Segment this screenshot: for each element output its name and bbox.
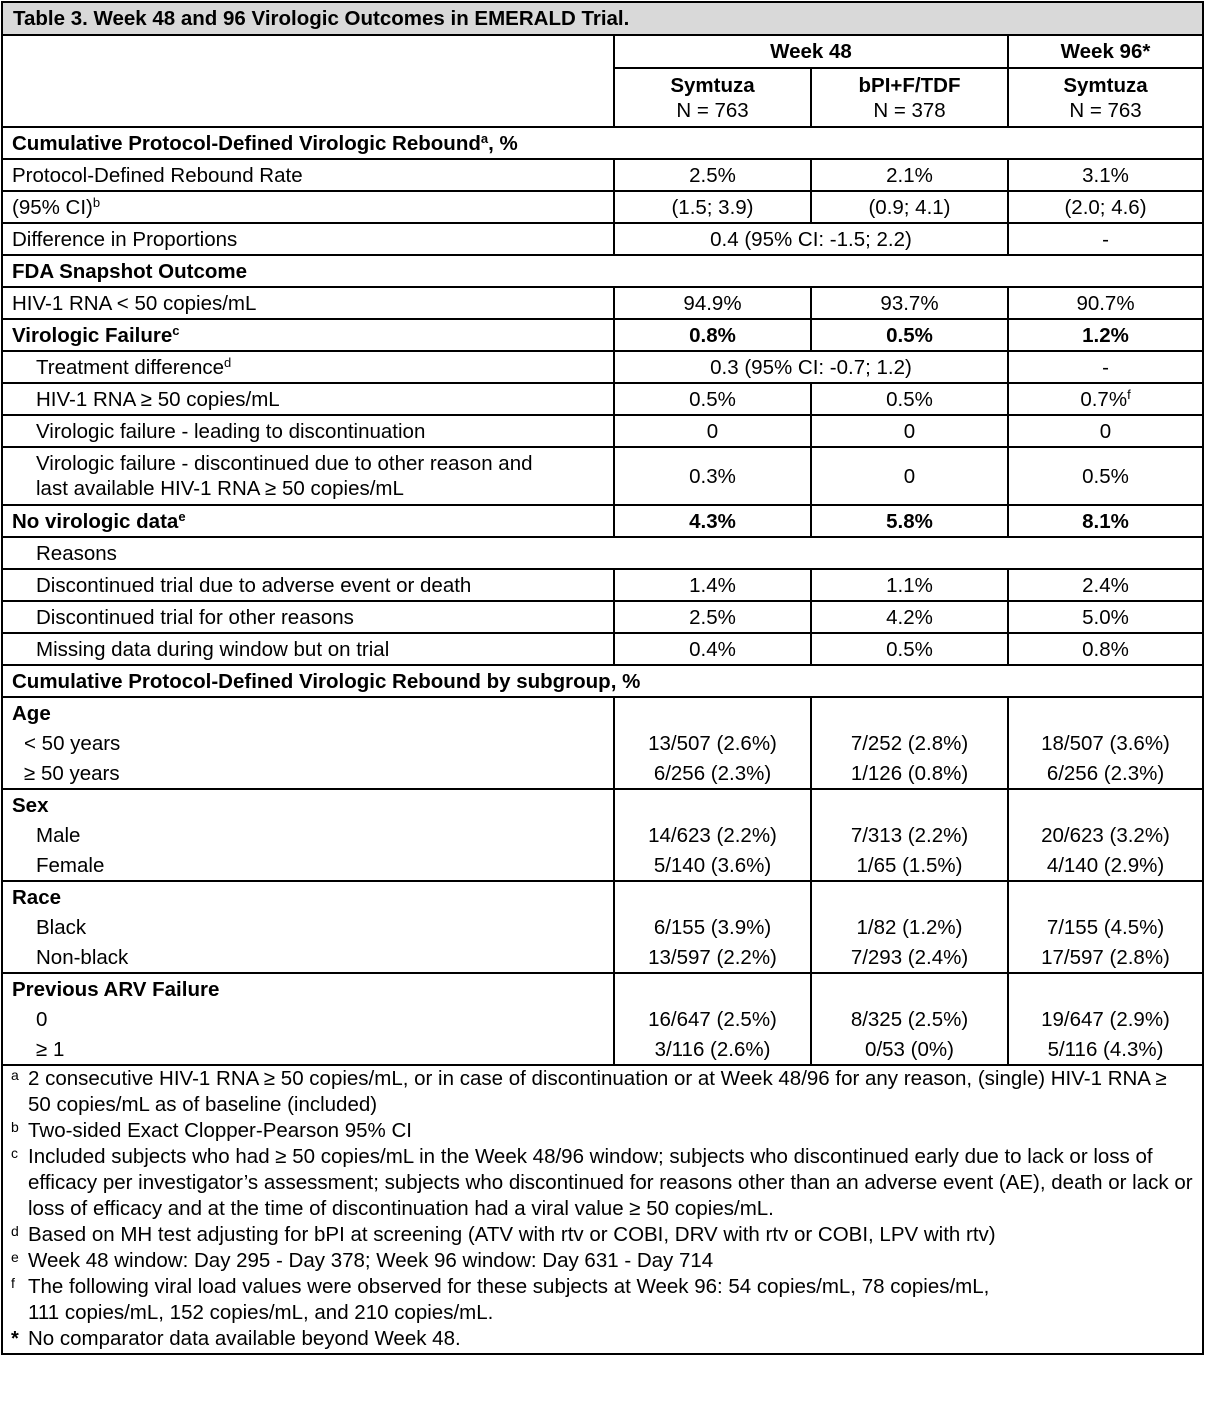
cell-col1: (1.5; 3.9): [614, 191, 811, 223]
table-row: [2, 159, 1203, 191]
footnote-a: [11, 1066, 1194, 1118]
cell-col1: 6/256 (2.3%): [614, 758, 811, 789]
row-label: Protocol-Defined Rebound Rate: [2, 159, 614, 191]
footnote-c-mark: c: [11, 1145, 18, 1161]
vf-label: Virologic Failure: [12, 323, 173, 347]
cell-col2: 0.5%: [811, 383, 1008, 415]
ci-sup: b: [92, 194, 101, 210]
row-label: 0: [2, 1004, 614, 1034]
empty-cell: [614, 789, 811, 820]
cell-col2: (0.9; 4.1): [811, 191, 1008, 223]
header-col3-n: N = 763: [1069, 98, 1142, 122]
empty-cell: [811, 973, 1008, 1004]
cell-col1: 13/597 (2.2%): [614, 942, 811, 973]
cell-col1: 2.5%: [614, 159, 811, 191]
header-week96: Week 96*: [1008, 35, 1203, 68]
table-row: [2, 601, 1203, 633]
row-label: Discontinued trial for other reasons: [2, 601, 614, 633]
table-row: [2, 447, 1203, 505]
table-row: [2, 319, 1203, 351]
cell-col12: 0.4 (95% CI: -1.5; 2.2): [614, 223, 1008, 255]
ci-label: (95% CI): [12, 195, 93, 219]
nodata-sup: e: [178, 508, 186, 524]
header-col1: [614, 68, 811, 127]
footnote-f-line2: 111 copies/mL, 152 copies/mL, and 210 copies/mL.: [28, 1301, 494, 1324]
table-row: [2, 758, 1203, 789]
row-label: Difference in Proportions: [2, 223, 614, 255]
cell-col2: 7/313 (2.2%): [811, 820, 1008, 850]
cell-col2: 2.1%: [811, 159, 1008, 191]
nodata-label: No virologic data: [12, 509, 179, 533]
cell-col3: 0.5%: [1008, 447, 1203, 505]
header-col1-n: N = 763: [676, 98, 749, 122]
subgroup-name: Race: [2, 881, 614, 912]
row-label: HIV-1 RNA ≥ 50 copies/mL: [2, 383, 614, 415]
empty-cell: [1008, 789, 1203, 820]
cell-col1: 1.4%: [614, 569, 811, 601]
cell-col3: (2.0; 4.6): [1008, 191, 1203, 223]
footnote-b-text: Two-sided Exact Clopper-Pearson 95% CI: [28, 1119, 412, 1142]
footnote-b-mark: b: [11, 1119, 19, 1135]
cell-col2: 0: [811, 415, 1008, 447]
cell-col1: 16/647 (2.5%): [614, 1004, 811, 1034]
row-label: [2, 447, 614, 505]
cell-col3: 17/597 (2.8%): [1008, 942, 1203, 973]
cell-col2: 1.1%: [811, 569, 1008, 601]
footnote-star-mark: *: [11, 1328, 19, 1350]
subgroup-name: Age: [2, 697, 614, 728]
cell-col2: 0.5%: [811, 319, 1008, 351]
footnote-f-text: [28, 1274, 1194, 1326]
cell-col3: 6/256 (2.3%): [1008, 758, 1203, 789]
cell-col1: 94.9%: [614, 287, 811, 319]
section-title-subgroup: Cumulative Protocol-Defined Virologic Rebound by subgroup, %: [2, 665, 1203, 697]
table-row: [2, 351, 1203, 383]
table-row: [2, 537, 1203, 569]
footnote-b: [11, 1118, 1194, 1144]
cell-col3: [1008, 383, 1203, 415]
header-col1-name: Symtuza: [670, 73, 755, 97]
header-col2: [811, 68, 1008, 127]
table-row: [2, 569, 1203, 601]
cell-col2: 1/65 (1.5%): [811, 850, 1008, 881]
empty-cell: [811, 881, 1008, 912]
cell-col2: 5.8%: [811, 505, 1008, 537]
section-row-subgroup: [2, 665, 1203, 697]
table-row: [2, 191, 1203, 223]
footnotes: [2, 1065, 1203, 1354]
rebound-title-suffix: , %: [488, 131, 518, 155]
cell-col1: 2.5%: [614, 601, 811, 633]
cell-col2: 4.2%: [811, 601, 1008, 633]
header-week48: Week 48: [614, 35, 1008, 68]
cell-col2: 7/252 (2.8%): [811, 728, 1008, 758]
cell-col1: 0.4%: [614, 633, 811, 665]
cell-col3: 19/647 (2.9%): [1008, 1004, 1203, 1034]
footnotes-row: [2, 1065, 1203, 1354]
row-label: [2, 191, 614, 223]
footnote-e-text: Week 48 window: Day 295 - Day 378; Week 96 window: Day 631 - Day 714: [28, 1249, 714, 1272]
table-row: [2, 942, 1203, 973]
row-label: Missing data during window but on trial: [2, 633, 614, 665]
subgroup-header-row: [2, 697, 1203, 728]
subgroup-header-row: [2, 973, 1203, 1004]
footnote-d: [11, 1222, 1194, 1248]
vf-sup: c: [172, 322, 180, 338]
cell-col3: 7/155 (4.5%): [1008, 912, 1203, 942]
cell-col1: 0.8%: [614, 319, 811, 351]
footnote-a-text: 2 consecutive HIV-1 RNA ≥ 50 copies/mL, or in case of discontinuation or at Week 48/96 for any reason, (single) HIV-1 RNA ≥ 50 copies/mL as of baseline (included): [28, 1067, 1167, 1116]
subgroup-name: Previous ARV Failure: [2, 973, 614, 1004]
table-row: [2, 850, 1203, 881]
footnote-e: [11, 1248, 1194, 1274]
cell-col3: 8.1%: [1008, 505, 1203, 537]
cell-col1: 0.5%: [614, 383, 811, 415]
cell-col3: 5.0%: [1008, 601, 1203, 633]
cell-col1: 4.3%: [614, 505, 811, 537]
row-label: Virologic failure - leading to discontinuation: [2, 415, 614, 447]
row-label: HIV-1 RNA < 50 copies/mL: [2, 287, 614, 319]
cell-col1: 5/140 (3.6%): [614, 850, 811, 881]
cell-col1: 0.3%: [614, 447, 811, 505]
header-col2-name: bPI+F/TDF: [858, 73, 961, 97]
subgroup-header-row: [2, 881, 1203, 912]
section-title-snapshot: FDA Snapshot Outcome: [2, 255, 1203, 287]
table-row: [2, 505, 1203, 537]
title-row: [2, 2, 1203, 35]
table-row: [2, 1004, 1203, 1034]
cell-col2: 93.7%: [811, 287, 1008, 319]
vf-other-label-line1: Virologic failure - discontinued due to other reason and: [36, 452, 533, 475]
empty-cell: [811, 789, 1008, 820]
cell-col3: 0: [1008, 415, 1203, 447]
footnote-d-text: Based on MH test adjusting for bPI at screening (ATV with rtv or COBI, DRV with rtv or COBI, LPV with rtv): [28, 1223, 996, 1246]
cell-col3: 90.7%: [1008, 287, 1203, 319]
section-row-rebound: [2, 127, 1203, 159]
cell-col2: 1/82 (1.2%): [811, 912, 1008, 942]
cell-col2: 0.5%: [811, 633, 1008, 665]
rna-ge50-v3: 0.7%: [1080, 387, 1128, 411]
footnote-e-mark: e: [11, 1249, 19, 1265]
header-col3: [1008, 68, 1203, 127]
row-label: Female: [2, 850, 614, 881]
empty-cell: [614, 881, 811, 912]
treat-diff-label: Treatment difference: [36, 355, 225, 379]
empty-cell: [811, 697, 1008, 728]
cell-col3: 1.2%: [1008, 319, 1203, 351]
footnote-star-text: No comparator data available beyond Week 48.: [28, 1327, 461, 1350]
cell-col1: 0: [614, 415, 811, 447]
empty-cell: [1008, 881, 1203, 912]
section-row-snapshot: [2, 255, 1203, 287]
cell-col1: 13/507 (2.6%): [614, 728, 811, 758]
cell-col3: 20/623 (3.2%): [1008, 820, 1203, 850]
cell-col2: 0/53 (0%): [811, 1034, 1008, 1065]
reasons-label: Reasons: [2, 537, 1203, 569]
subgroup-header-row: [2, 789, 1203, 820]
footnote-a-mark: a: [11, 1067, 19, 1083]
outcomes-table: [1, 1, 1204, 1355]
cell-col3: 18/507 (3.6%): [1008, 728, 1203, 758]
table-row: [2, 223, 1203, 255]
row-label: [2, 319, 614, 351]
cell-col1: 6/155 (3.9%): [614, 912, 811, 942]
cell-col3: 5/116 (4.3%): [1008, 1034, 1203, 1065]
cell-col12: 0.3 (95% CI: -0.7; 1.2): [614, 351, 1008, 383]
row-label: [2, 351, 614, 383]
cell-col3: 4/140 (2.9%): [1008, 850, 1203, 881]
header-empty-cell: [2, 35, 614, 127]
table-row: [2, 728, 1203, 758]
row-label: [2, 505, 614, 537]
footnote-c-text: Included subjects who had ≥ 50 copies/mL in the Week 48/96 window; subjects who discontinued early due to lack or loss of efficacy per investigator’s assessment; subjects who discontinued for reasons other than an adverse event (AE), death or lack or loss of efficacy and at the time of discontinuation had a viral value ≥ 50 copies/mL.: [28, 1145, 1193, 1220]
cell-col2: 7/293 (2.4%): [811, 942, 1008, 973]
table-row: [2, 383, 1203, 415]
cell-col2: 1/126 (0.8%): [811, 758, 1008, 789]
cell-col3: 2.4%: [1008, 569, 1203, 601]
cell-col3: -: [1008, 351, 1203, 383]
row-label: Discontinued trial due to adverse event or death: [2, 569, 614, 601]
table-row: [2, 415, 1203, 447]
table-title: Table 3. Week 48 and 96 Virologic Outcomes in EMERALD Trial.: [2, 2, 1203, 35]
cell-col1: 3/116 (2.6%): [614, 1034, 811, 1065]
treat-diff-sup: d: [224, 354, 232, 370]
footnote-star: [11, 1326, 1194, 1352]
empty-cell: [614, 697, 811, 728]
section-title-rebound: [2, 127, 1203, 159]
subgroup-name: Sex: [2, 789, 614, 820]
header-col2-n: N = 378: [873, 98, 946, 122]
rebound-title-sup: a: [480, 130, 489, 146]
cell-col2: 0: [811, 447, 1008, 505]
footnote-f-mark: f: [11, 1275, 15, 1291]
table-row: [2, 633, 1203, 665]
footnote-d-mark: d: [11, 1223, 19, 1239]
table-row: [2, 912, 1203, 942]
rebound-title-text: Cumulative Protocol-Defined Virologic Rebound: [12, 131, 481, 155]
cell-col2: 8/325 (2.5%): [811, 1004, 1008, 1034]
empty-cell: [614, 973, 811, 1004]
cell-col1: 14/623 (2.2%): [614, 820, 811, 850]
header-col3-name: Symtuza: [1063, 73, 1148, 97]
empty-cell: [1008, 697, 1203, 728]
row-label: Non-black: [2, 942, 614, 973]
table-row: [2, 1034, 1203, 1065]
row-label: Black: [2, 912, 614, 942]
footnote-c: [11, 1144, 1194, 1222]
footnote-f: [11, 1274, 1194, 1326]
empty-cell: [1008, 973, 1203, 1004]
cell-col3: 3.1%: [1008, 159, 1203, 191]
cell-col3: -: [1008, 223, 1203, 255]
cell-col3: 0.8%: [1008, 633, 1203, 665]
row-label: ≥ 1: [2, 1034, 614, 1065]
table-row: [2, 820, 1203, 850]
vf-other-label-line2: last available HIV-1 RNA ≥ 50 copies/mL: [36, 477, 404, 500]
table-row: [2, 287, 1203, 319]
row-label: < 50 years: [2, 728, 614, 758]
footnote-f-line1: The following viral load values were observed for these subjects at Week 96: 54 copies/mL, 78 copies/mL,: [28, 1275, 990, 1298]
row-label: ≥ 50 years: [2, 758, 614, 789]
row-label: Male: [2, 820, 614, 850]
rna-ge50-v3-sup: f: [1127, 386, 1131, 402]
header-row-weeks: [2, 35, 1203, 68]
